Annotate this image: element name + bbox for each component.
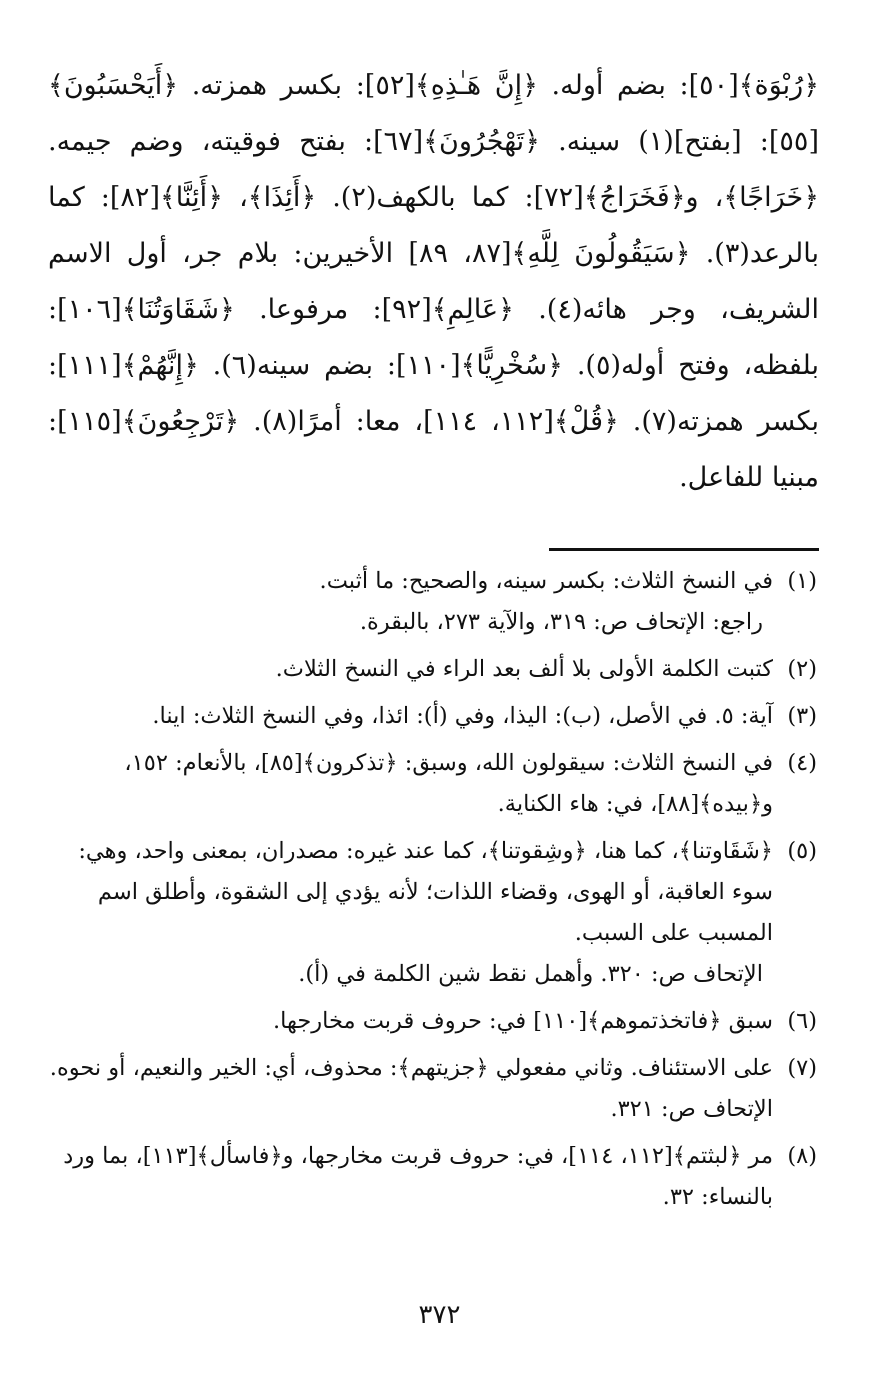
- footnote-3: (٣) آية: ٥. في الأصل، (ب): اليذا، وفي (أ): ائذا، وفي النسخ الثلاث: اينا.: [152, 703, 817, 729]
- main-text: ﴿رُبْوَة﴾[٥٠]: بضم أوله. ﴿إِنَّ هَـٰذِهِ﴾[٥٢]: بكسر همزته. ﴿أَيَحْسَبُونَ﴾[٥٥]: [بفتح](١) سينه. ﴿تَهْجُرُونَ﴾[٦٧]: بفتح فوقيته، وضم جيمه. ﴿خَرَاجًا﴾، و﴿فَخَرَاجُ﴾[٧٢]: كما بالكهف(٢). ﴿أَئِذَا﴾، ﴿أَئِنَّا﴾[٨٢]: كما بالرعد(٣). ﴿سَيَقُولُونَ لِلَّهِ﴾[٨٧، ٨٩] الأخيرين: بلام جر، أول الاسم الشريف، وجر هائه(٤). ﴿عَالِمِ﴾[٩٢]: مرفوعا. ﴿شَقَاوَتُنَا﴾[١٠٦]: بلفظه، وفتح أوله(٥). ﴿سُخْرِيًّا﴾[١١٠]: بضم سينه(٦). ﴿إِنَّهُمْ﴾[١١١]: بكسر همزته(٧). ﴿قُلْ﴾[١١٢، ١١٤]، معا: أمرًا(٨). ﴿تَرْجِعُونَ﴾[١١٥]: مبنيا للفاعل.: [48, 70, 820, 493]
- footnote-5: (٥) ﴿شَقَاوتنا﴾، كما هنا، ﴿وشِقوتنا﴾، كما عند غيره: مصدران، بمعنى واحد، وهي: سوء العاقبة، أو الهوى، وقضاء اللذات؛ لأنه يؤدي إلى الشقوة، وأطلق اسم المسبب على السبب. الإتحاف ص: ٣٢٠. وأهمل نقط شين الكلمة في (أ).: [78, 838, 817, 987]
- footnote-8: (٨) مر ﴿لبثتم﴾[١١٢، ١١٤]، في: حروف قربت مخارجها، و﴿فاسأل﴾[١١٣]، بما ورد بالنساء: ٣٢.: [63, 1143, 817, 1210]
- footnote-6: (٦) سبق ﴿فاتخذتموهم﴾[١١٠] في: حروف قربت مخارجها.: [272, 1008, 817, 1034]
- footnote-4: (٤) في النسخ الثلاث: سيقولون الله، وسبق: ﴿تذكرون﴾[٨٥]، بالأنعام: ١٥٢، و﴿بيده﴾[٨٨]، في: هاء الكناية.: [124, 750, 817, 817]
- footnote-7: (٧) على الاستئناف. وثاني مفعولي ﴿جزيتهم﴾: محذوف، أي: الخير والنعيم، أو نحوه. الإتحاف ص: ٣٢١.: [49, 1055, 817, 1122]
- footnotes: [48, 561, 819, 1218]
- footnote-1: (١) في النسخ الثلاث: بكسر سينه، والصحيح: ما أثبت. راجع: الإتحاف ص: ٣١٩، والآية ٢٧٣، بالبقرة.: [319, 568, 817, 635]
- page-number: ٣٧٢: [418, 1300, 461, 1330]
- footnote-2: (٢) كتبت الكلمة الأولى بلا ألف بعد الراء في النسخ الثلاث.: [275, 656, 817, 682]
- footnote-divider: [549, 548, 819, 551]
